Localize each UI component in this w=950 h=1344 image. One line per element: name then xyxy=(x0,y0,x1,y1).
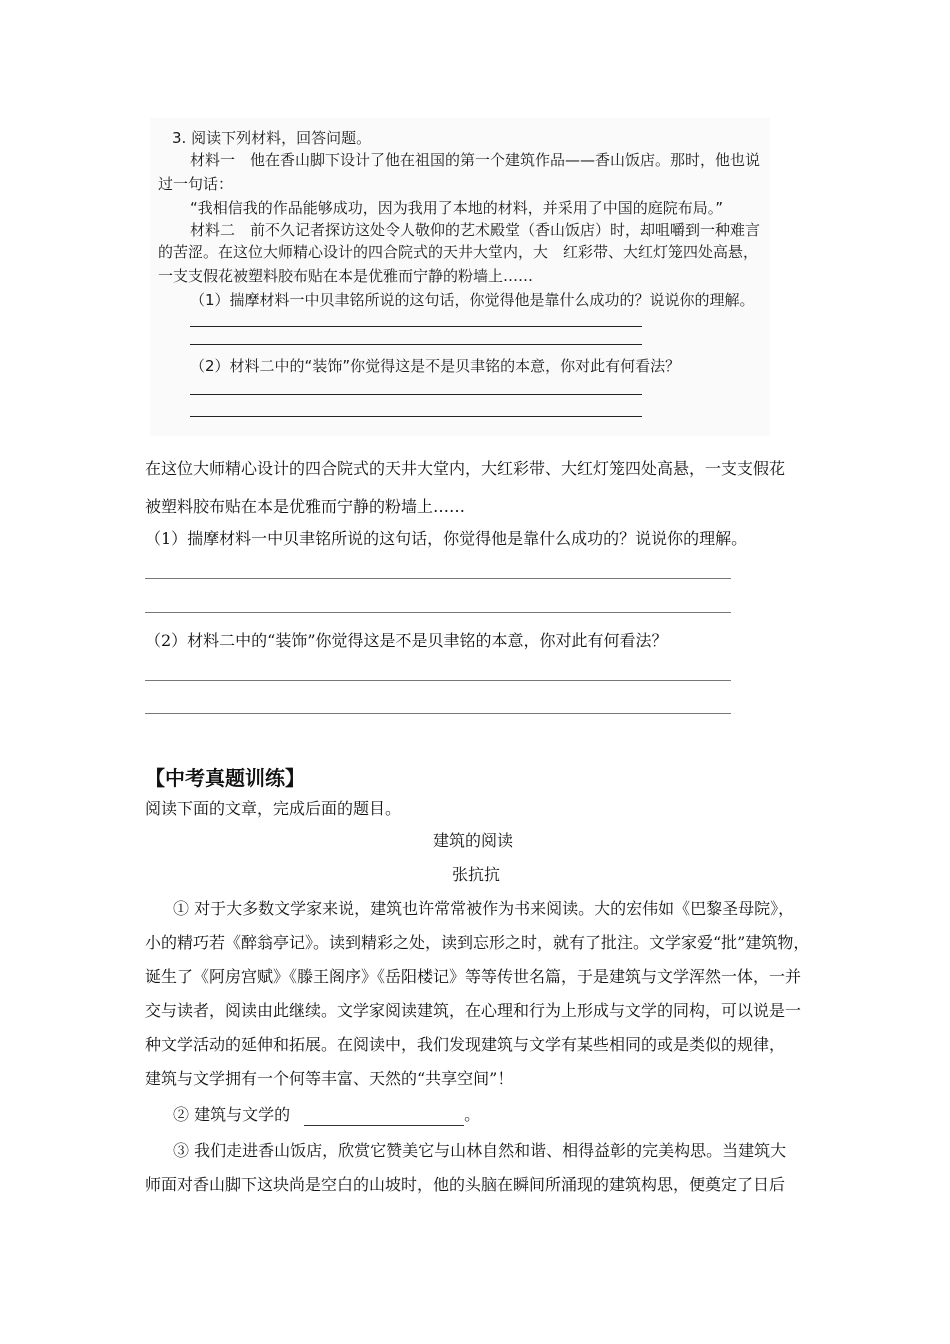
question-2: （2）材料二中的“装饰”你觉得这是不是贝聿铭的本意，你对此有何看法？ xyxy=(145,631,668,650)
article-title: 建筑的阅读 xyxy=(433,831,514,850)
scan-material-1-line-2: 过一句话： xyxy=(158,175,234,193)
paragraph-1-line: 种文学活动的延伸和拓展。在阅读中，我们发现建筑与文学有某些相同的或是类似的规律， xyxy=(145,1035,786,1054)
body-paragraph-line: 被塑料胶布贴在本是优雅而宁静的粉墙上…… xyxy=(145,497,466,516)
section-heading: 【中考真题训练】 xyxy=(145,766,305,790)
scan-answer-line xyxy=(190,344,642,345)
body-paragraph-line: 在这位大师精心设计的四合院式的天井大堂内，大红彩带、大红灯笼四处高悬，一支支假花 xyxy=(145,459,786,478)
scanned-question-image xyxy=(150,118,770,436)
section-intro: 阅读下面的文章，完成后面的题目。 xyxy=(145,799,402,818)
scan-question-2: （2）材料二中的“装饰”你觉得这是不是贝聿铭的本意，你对此有何看法？ xyxy=(190,357,681,375)
scan-material-2-line-3: 一支支假花被塑料胶布贴在本是优雅而宁静的粉墙上…… xyxy=(158,267,534,285)
scan-answer-line xyxy=(190,394,642,395)
scan-answer-line xyxy=(190,416,642,417)
paragraph-1-line: 诞生了《阿房宫赋》《滕王阁序》《岳阳楼记》等等传世名篇，于是建筑与文学浑然一体，一并 xyxy=(145,967,802,986)
paragraph-2 xyxy=(173,1104,480,1126)
paragraph-1-line: 交与读者，阅读由此继续。文学家阅读建筑，在心理和行为上形成与文学的同构，可以说是一 xyxy=(145,1001,802,1020)
answer-line xyxy=(145,713,731,714)
paragraph-1-line: ① 对于大多数文学家来说，建筑也许常常被作为书来阅读。大的宏伟如《巴黎圣母院》， xyxy=(173,899,795,918)
scan-material-1-line-1: 材料一 他在香山脚下设计了他在祖国的第一个建筑作品——香山饭店。那时，他也说 xyxy=(190,151,761,169)
paragraph-3-line: ③ 我们走进香山饭店，欣赏它赞美它与山林自然和谐、相得益彰的完美构思。当建筑大 xyxy=(173,1141,787,1160)
paragraph-2-prefix: ② 建筑与文学的 xyxy=(173,1105,291,1124)
scan-material-1-quote: “我相信我的作品能够成功，因为我用了本地的材料，并采用了中国的庭院布局。” xyxy=(190,199,724,217)
scan-material-2-line-1: 材料二 前不久记者探访这处令人敬仰的艺术殿堂（香山饭店）时，却咀嚼到一种难言 xyxy=(190,221,761,239)
article-author: 张抗抗 xyxy=(452,865,501,884)
paragraph-1-line: 建筑与文学拥有一个何等丰富、天然的“共享空间”！ xyxy=(145,1069,514,1088)
answer-line xyxy=(145,578,731,579)
paragraph-3-line: 师面对香山脚下这块尚是空白的山坡时，他的头脑在瞬间所涌现的建筑构思，便奠定了日后 xyxy=(145,1175,786,1194)
question-1: （1）揣摩材料一中贝聿铭所说的这句话，你觉得他是靠什么成功的？说说你的理解。 xyxy=(145,529,748,548)
paragraph-2-suffix: 。 xyxy=(464,1105,481,1124)
paragraph-1-line: 小的精巧若《醉翁亭记》。读到精彩之处，读到忘形之时，就有了批注。文学家爱“批”建筑物， xyxy=(145,933,810,952)
fill-in-blank[interactable] xyxy=(304,1109,464,1126)
scan-question-title: 3. 阅读下列材料，回答问题。 xyxy=(172,129,372,147)
scan-answer-line xyxy=(190,326,642,327)
scan-material-2-line-2: 的苦涩。在这位大师精心设计的四合院式的天井大堂内，大 红彩带、大红灯笼四处高悬， xyxy=(158,243,759,261)
answer-line xyxy=(145,612,731,613)
scan-question-1: （1）揣摩材料一中贝聿铭所说的这句话，你觉得他是靠什么成功的？说说你的理解。 xyxy=(190,291,755,309)
answer-line xyxy=(145,680,731,681)
